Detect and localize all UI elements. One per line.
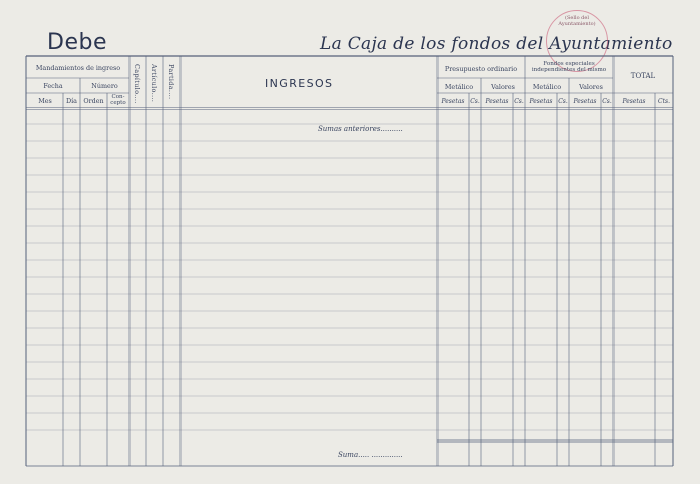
numero-header: Número — [91, 82, 118, 90]
cs-sub-4: Cs. — [602, 98, 612, 105]
orden-header: Orden — [83, 97, 104, 105]
cts-sub-5: Cts. — [658, 98, 670, 105]
fecha-header: Fecha — [43, 82, 63, 90]
caja-fondos-title: La Caja de los fondos del Ayuntamiento — [320, 34, 673, 54]
pesetas-sub-5: Pesetas — [622, 98, 646, 105]
total-header: TOTAL — [630, 72, 656, 80]
seal-line-2: Ayuntamiento) — [558, 21, 596, 27]
cs-sub-3: Cs. — [558, 98, 568, 105]
suma-label: Suma..... .............. — [338, 451, 403, 459]
metalico-header-2: Metálico — [532, 83, 562, 91]
mes-header: Mes — [38, 97, 52, 105]
pesetas-sub-2: Pesetas — [485, 98, 509, 105]
partida-header: Partida.... — [167, 64, 175, 100]
articulo-header: Artículo.... — [150, 64, 158, 103]
debe-title: Debe — [47, 30, 107, 55]
cs-sub-1: Cs. — [470, 98, 480, 105]
fondos-especiales-header: Fondos especiales independientes del mismo — [531, 61, 607, 74]
presupuesto-ordinario-header: Presupuesto ordinario — [444, 65, 518, 73]
valores-header-1: Valores — [491, 83, 515, 91]
ingresos-header: INGRESOS — [265, 77, 334, 90]
seal-line-1: (Sello del — [565, 15, 589, 21]
metalico-header-1: Metálico — [444, 83, 474, 91]
sumas-anteriores-label: Sumas anteriores.......... — [318, 125, 403, 133]
valores-header-2: Valores — [579, 83, 603, 91]
cs-sub-2: Cs. — [514, 98, 524, 105]
capitulo-header: Capítulo.... — [133, 64, 141, 104]
pesetas-sub-1: Pesetas — [441, 98, 465, 105]
concepto-header: Con- cepto — [110, 94, 126, 106]
pesetas-sub-4: Pesetas — [573, 98, 597, 105]
pesetas-sub-3: Pesetas — [529, 98, 553, 105]
mandamientos-header: Mandamientos de ingreso — [35, 64, 121, 72]
dia-header: Día — [66, 97, 77, 105]
